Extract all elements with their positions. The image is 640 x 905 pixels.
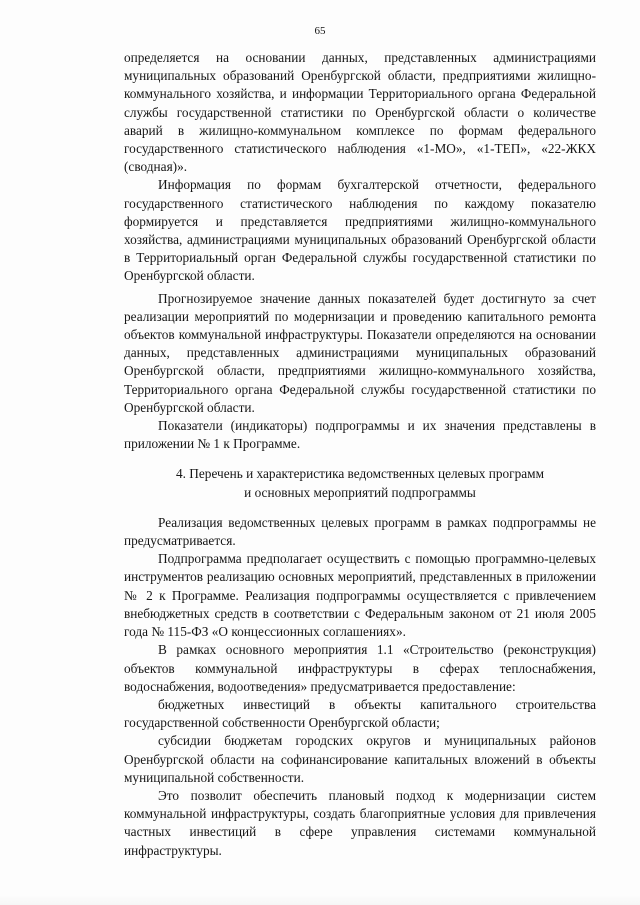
scan-bottom-edge	[0, 895, 640, 905]
paragraph-9: субсидии бюджетам городских округов и муниципальных районов Оренбургской области на софинансирование капитальных вложений в объекты муниципальной собственности.	[124, 733, 596, 785]
paragraph-3: Прогнозируемое значение данных показателей будет достигнуто за счет реализации мероприятий по модернизации и проведению капитального ремонта объектов коммунальной инфраструктуры. Показатели определяются на основании данных, представленных администрациями муниципальных образований Оренбургской области, предприятиями жилищно-коммунального хозяйства, Территориального органа Федеральной службы государственной статистики по Оренбургской области.	[124, 290, 596, 415]
document-body	[124, 49, 596, 860]
paragraph-2: Информация по формам бухгалтерской отчетности, федерального государственного статистического наблюдения по каждому показателю формируется и представляется предприятиями жилищно-коммунального хозяйства, администрациями муниципальных образований Оренбургской области в Территориальный орган Федеральной службы государственной статистики по Оренбургской области.	[124, 177, 596, 284]
section-heading-line-1: 4. Перечень и характеристика ведомственных целевых программ	[176, 466, 544, 482]
paragraph-4: Показатели (индикаторы) подпрограммы и их значения представлены в приложении № 1 к Программе.	[124, 418, 596, 452]
section-heading	[124, 465, 596, 501]
paragraph-10: Это позволит обеспечить плановый подход к модернизации систем коммунальной инфраструктуры, создать благоприятные условия для привлечения частных инвестиций в сфере управления системами коммунальной инфраструктуры.	[124, 787, 596, 858]
paragraph-8: бюджетных инвестиций в объекты капитального строительства государственной собственности Оренбургской области;	[124, 696, 596, 731]
paragraph-6: Подпрограмма предполагает осуществить с помощью программно-целевых инструментов реализацию основных мероприятий, представленных в приложении № 2 к Программе. Реализация подпрограммы осуществляется с привлечением внебюджетных средств в соответствии с Федеральным законом от 21 июля 2005 года № 115-ФЗ «О концессионных соглашениях».	[124, 551, 596, 640]
paragraph-1: определяется на основании данных, представленных администрациями муниципальных образований Оренбургской области, предприятиями жилищно-коммунального хозяйства, и информации Территориального органа Федеральной службы государственной статистики по Оренбургской области о количестве аварий в жилищно-коммунальном комплексе по формам федерального государственного статистического наблюдения «1-МО», «1-ТЕП», «22-ЖКХ (сводная)».	[124, 50, 596, 175]
paragraph-7: В рамках основного мероприятия 1.1 «Строительство (реконструкция) объектов коммунальной инфраструктуры в сферах теплоснабжения, водоснабжения, водоотведения» предусматривается предоставление:	[124, 642, 596, 694]
paragraph-5: Реализация ведомственных целевых программ в рамках подпрограммы не предусматривается.	[124, 514, 596, 549]
section-heading-line-2: и основных мероприятий подпрограммы	[244, 484, 476, 500]
page-number: 65	[314, 25, 326, 37]
